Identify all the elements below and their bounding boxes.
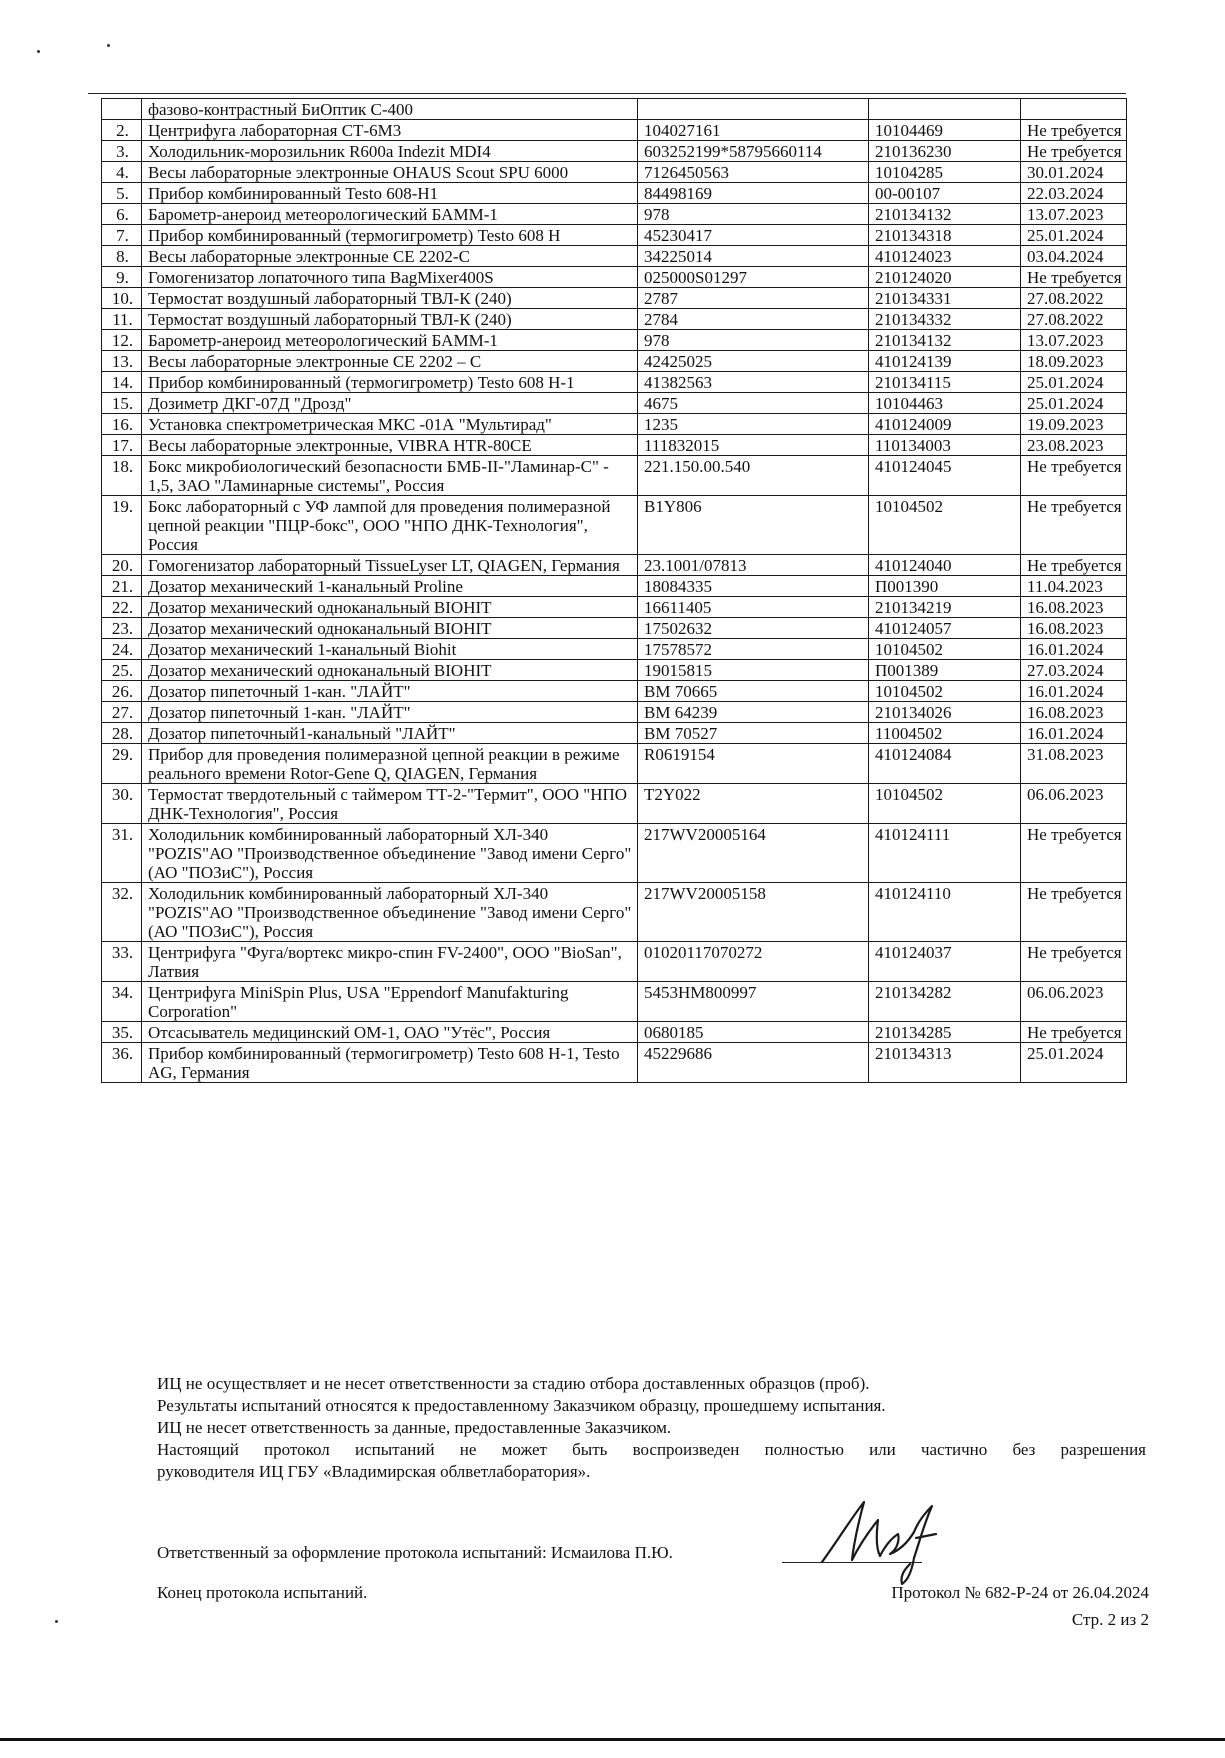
verification-date-cell: 23.08.2023 (1021, 435, 1127, 456)
verification-date-cell: 03.04.2024 (1021, 246, 1127, 267)
serial-number-cell: 025000S01297 (638, 267, 869, 288)
equipment-name-cell: Термостат твердотельный с таймером ТТ-2-"Термит", ООО "НПО ДНК-Технология", Россия (142, 784, 638, 824)
inventory-number-cell: 210134331 (869, 288, 1021, 309)
inventory-number-cell: 410124040 (869, 555, 1021, 576)
inventory-number-cell: 10104463 (869, 393, 1021, 414)
inventory-number-cell: 10104502 (869, 681, 1021, 702)
table-row (102, 824, 1127, 883)
row-number-cell: 17. (102, 435, 142, 456)
row-number-cell: 2. (102, 120, 142, 141)
verification-date-cell: 16.08.2023 (1021, 618, 1127, 639)
serial-number-cell: 2787 (638, 288, 869, 309)
scan-bottom-edge (0, 1738, 1225, 1741)
row-number-cell: 11. (102, 309, 142, 330)
equipment-name-cell: Прибор комбинированный (термогигрометр) Testo 608 Н-1, Testo AG, Германия (142, 1043, 638, 1083)
table-row (102, 393, 1127, 414)
table-row (102, 660, 1127, 681)
equipment-name-cell: Бокс лабораторный с УФ лампой для проведения полимеразной цепной реакции "ПЦР-бокс", ООО "НПО ДНК-Технология", Россия (142, 496, 638, 555)
serial-number-cell: ВМ 70665 (638, 681, 869, 702)
end-of-protocol: Конец протокола испытаний. (157, 1583, 368, 1602)
serial-number-cell: ВМ 70527 (638, 723, 869, 744)
equipment-name-cell: Дозатор механический одноканальный BIOHIT (142, 618, 638, 639)
table-row (102, 597, 1127, 618)
verification-date-cell: 18.09.2023 (1021, 351, 1127, 372)
serial-number-cell: R0619154 (638, 744, 869, 784)
row-number-cell: 27. (102, 702, 142, 723)
verification-date-cell: 16.01.2024 (1021, 723, 1127, 744)
inventory-number-cell: 410124111 (869, 824, 1021, 883)
equipment-name-cell: Бокс микробиологический безопасности БМБ-II-"Ламинар-С" - 1,5, ЗАО "Ламинарные системы", Россия (142, 456, 638, 496)
equipment-table (101, 98, 1127, 1083)
verification-date-cell: Не требуется (1021, 824, 1127, 883)
verification-date-cell: Не требуется (1021, 496, 1127, 555)
inventory-number-cell: 210134285 (869, 1022, 1021, 1043)
table-row (102, 982, 1127, 1022)
verification-date-cell: Не требуется (1021, 555, 1127, 576)
inventory-number-cell (869, 99, 1021, 120)
inventory-number-cell: 210134026 (869, 702, 1021, 723)
row-number-cell (102, 99, 142, 120)
serial-number-cell: 19015815 (638, 660, 869, 681)
table-row (102, 183, 1127, 204)
row-number-cell: 22. (102, 597, 142, 618)
table-row (102, 618, 1127, 639)
inventory-number-cell: 10104502 (869, 639, 1021, 660)
equipment-name-cell: Дозатор пипеточный 1-кан. "ЛАЙТ" (142, 681, 638, 702)
equipment-name-cell: Весы лабораторные электронные, VIBRA HTR-80CE (142, 435, 638, 456)
serial-number-cell: 4675 (638, 393, 869, 414)
table-row (102, 288, 1127, 309)
row-number-cell: 19. (102, 496, 142, 555)
inventory-number-cell: 210134282 (869, 982, 1021, 1022)
serial-number-cell: 217WV20005158 (638, 883, 869, 942)
inventory-number-cell: 10104469 (869, 120, 1021, 141)
serial-number-cell: 978 (638, 204, 869, 225)
serial-number-cell: 5453HM800997 (638, 982, 869, 1022)
table-row (102, 639, 1127, 660)
inventory-number-cell: 10104502 (869, 784, 1021, 824)
verification-date-cell: 06.06.2023 (1021, 982, 1127, 1022)
equipment-name-cell: Центрифуга MiniSpin Plus, USA "Eppendorf Manufakturing Corporation" (142, 982, 638, 1022)
serial-number-cell: 7126450563 (638, 162, 869, 183)
inventory-number-cell: 410124037 (869, 942, 1021, 982)
verification-date-cell: 16.01.2024 (1021, 639, 1127, 660)
equipment-name-cell: Холодильник комбинированный лабораторный ХЛ-340 "POZIS"АО "Производственное объединение "Завод имени Серго" (АО "ПОЗиС"), Россия (142, 883, 638, 942)
serial-number-cell: T2Y022 (638, 784, 869, 824)
note-line: руководителя ИЦ ГБУ «Владимирская облветлаборатория». (157, 1462, 591, 1481)
table-row (102, 784, 1127, 824)
equipment-name-cell: Дозиметр ДКГ-07Д "Дрозд" (142, 393, 638, 414)
equipment-name-cell: фазово-контрастный БиОптик С-400 (142, 99, 638, 120)
verification-date-cell: 06.06.2023 (1021, 784, 1127, 824)
table-row (102, 744, 1127, 784)
row-number-cell: 21. (102, 576, 142, 597)
table-row (102, 1043, 1127, 1083)
verification-date-cell: 25.01.2024 (1021, 1043, 1127, 1083)
responsible-person: Ответственный за оформление протокола испытаний: Исмаилова П.Ю. (157, 1543, 673, 1562)
table-row (102, 246, 1127, 267)
equipment-name-cell: Дозатор механический 1-канальный Biohit (142, 639, 638, 660)
verification-date-cell: 27.03.2024 (1021, 660, 1127, 681)
inventory-number-cell: 210134318 (869, 225, 1021, 246)
inventory-number-cell: 210134219 (869, 597, 1021, 618)
row-number-cell: 6. (102, 204, 142, 225)
row-number-cell: 3. (102, 141, 142, 162)
row-number-cell: 16. (102, 414, 142, 435)
inventory-number-cell: 210134132 (869, 330, 1021, 351)
protocol-reference: Протокол № 682-Р-24 от 26.04.2024 (891, 1583, 1149, 1602)
serial-number-cell: 0680185 (638, 1022, 869, 1043)
verification-date-cell: 25.01.2024 (1021, 372, 1127, 393)
row-number-cell: 4. (102, 162, 142, 183)
table-row (102, 204, 1127, 225)
inventory-number-cell: 410124110 (869, 883, 1021, 942)
table-row (102, 162, 1127, 183)
serial-number-cell: 17578572 (638, 639, 869, 660)
inventory-number-cell: 410124045 (869, 456, 1021, 496)
inventory-number-cell: 00-00107 (869, 183, 1021, 204)
serial-number-cell: 2784 (638, 309, 869, 330)
serial-number-cell: 42425025 (638, 351, 869, 372)
table-row (102, 883, 1127, 942)
row-number-cell: 13. (102, 351, 142, 372)
note-line: Настоящий протокол испытаний не может быть воспроизведен полностью или частично без разрешения (157, 1440, 1146, 1459)
page-number: Стр. 2 из 2 (1071, 1610, 1149, 1629)
serial-number-cell: 217WV20005164 (638, 824, 869, 883)
inventory-number-cell: 210134132 (869, 204, 1021, 225)
verification-date-cell: Не требуется (1021, 141, 1127, 162)
serial-number-cell: 104027161 (638, 120, 869, 141)
row-number-cell: 14. (102, 372, 142, 393)
table-row (102, 120, 1127, 141)
table-row (102, 435, 1127, 456)
serial-number-cell: 01020117070272 (638, 942, 869, 982)
row-number-cell: 25. (102, 660, 142, 681)
row-number-cell: 35. (102, 1022, 142, 1043)
row-number-cell: 24. (102, 639, 142, 660)
serial-number-cell: 603252199*58795660114 (638, 141, 869, 162)
serial-number-cell: 16611405 (638, 597, 869, 618)
equipment-table-body (102, 99, 1127, 1083)
inventory-number-cell: 410124057 (869, 618, 1021, 639)
note-line: Результаты испытаний относятся к предоставленному Заказчиком образцу, прошедшему испытания. (157, 1396, 886, 1415)
table-row (102, 496, 1127, 555)
equipment-name-cell: Дозатор пипеточный 1-кан. "ЛАЙТ" (142, 702, 638, 723)
inventory-number-cell: 210134313 (869, 1043, 1021, 1083)
inventory-number-cell: 210124020 (869, 267, 1021, 288)
row-number-cell: 28. (102, 723, 142, 744)
verification-date-cell: 19.09.2023 (1021, 414, 1127, 435)
inventory-number-cell: П001389 (869, 660, 1021, 681)
equipment-name-cell: Барометр-анероид метеорологический БАММ-1 (142, 330, 638, 351)
table-row (102, 99, 1127, 120)
table-row (102, 141, 1127, 162)
serial-number-cell: 23.1001/07813 (638, 555, 869, 576)
row-number-cell: 33. (102, 942, 142, 982)
equipment-name-cell: Холодильник комбинированный лабораторный ХЛ-340 "POZIS"АО "Производственное объединение "Завод имени Серго" (АО "ПОЗиС"), Россия (142, 824, 638, 883)
verification-date-cell: Не требуется (1021, 267, 1127, 288)
table-row (102, 225, 1127, 246)
equipment-name-cell: Барометр-анероид метеорологический БАММ-1 (142, 204, 638, 225)
verification-date-cell: 25.01.2024 (1021, 225, 1127, 246)
serial-number-cell: 41382563 (638, 372, 869, 393)
serial-number-cell: 1235 (638, 414, 869, 435)
verification-date-cell: 27.08.2022 (1021, 309, 1127, 330)
verification-date-cell: 31.08.2023 (1021, 744, 1127, 784)
table-row (102, 351, 1127, 372)
equipment-name-cell: Прибор для проведения полимеразной цепной реакции в режиме реального времени Rotor-Gene Q, QIAGEN, Германия (142, 744, 638, 784)
scan-speck (107, 44, 110, 47)
equipment-name-cell: Гомогенизатор лабораторный TissueLyser LT, QIAGEN, Германия (142, 555, 638, 576)
inventory-number-cell: 410124139 (869, 351, 1021, 372)
row-number-cell: 10. (102, 288, 142, 309)
inventory-number-cell: 410124084 (869, 744, 1021, 784)
equipment-name-cell: Прибор комбинированный (термогигрометр) Testo 608 Н-1 (142, 372, 638, 393)
equipment-name-cell: Центрифуга "Фуга/вортекс микро-спин FV-2400", ООО "BioSan", Латвия (142, 942, 638, 982)
serial-number-cell: 978 (638, 330, 869, 351)
verification-date-cell: Не требуется (1021, 942, 1127, 982)
serial-number-cell (638, 99, 869, 120)
row-number-cell: 23. (102, 618, 142, 639)
inventory-number-cell: 10104285 (869, 162, 1021, 183)
row-number-cell: 26. (102, 681, 142, 702)
table-row (102, 681, 1127, 702)
table-row (102, 555, 1127, 576)
inventory-number-cell: 10104502 (869, 496, 1021, 555)
row-number-cell: 12. (102, 330, 142, 351)
scan-speck (37, 50, 40, 53)
row-number-cell: 31. (102, 824, 142, 883)
equipment-name-cell: Весы лабораторные электронные СЕ 2202 – С (142, 351, 638, 372)
verification-date-cell: 22.03.2024 (1021, 183, 1127, 204)
table-row (102, 414, 1127, 435)
equipment-name-cell: Дозатор механический одноканальный BIOHIT (142, 597, 638, 618)
verification-date-cell: Не требуется (1021, 456, 1127, 496)
table-row (102, 372, 1127, 393)
note-line: ИЦ не осуществляет и не несет ответственности за стадию отбора доставленных образцов (проб). (157, 1374, 870, 1393)
row-number-cell: 5. (102, 183, 142, 204)
row-number-cell: 32. (102, 883, 142, 942)
row-number-cell: 15. (102, 393, 142, 414)
table-row (102, 576, 1127, 597)
serial-number-cell: ВМ 64239 (638, 702, 869, 723)
row-number-cell: 20. (102, 555, 142, 576)
row-number-cell: 7. (102, 225, 142, 246)
table-row (102, 942, 1127, 982)
notes-block (157, 1373, 1146, 1483)
inventory-number-cell: П001390 (869, 576, 1021, 597)
table-row (102, 702, 1127, 723)
serial-number-cell: 17502632 (638, 618, 869, 639)
equipment-name-cell: Прибор комбинированный (термогигрометр) Testo 608 Н (142, 225, 638, 246)
top-rule (88, 93, 1126, 94)
equipment-name-cell: Отсасыватель медицинский ОМ-1, ОАО "Утёс", Россия (142, 1022, 638, 1043)
handwritten-signature (820, 1480, 940, 1590)
serial-number-cell: 111832015 (638, 435, 869, 456)
serial-number-cell: 84498169 (638, 183, 869, 204)
equipment-name-cell: Центрифуга лабораторная СТ-6М3 (142, 120, 638, 141)
inventory-number-cell: 410124023 (869, 246, 1021, 267)
verification-date-cell: 30.01.2024 (1021, 162, 1127, 183)
verification-date-cell: 13.07.2023 (1021, 204, 1127, 225)
verification-date-cell (1021, 99, 1127, 120)
equipment-name-cell: Дозатор механический 1-канальный Proline (142, 576, 638, 597)
scan-speck (55, 1620, 58, 1623)
equipment-name-cell: Термостат воздушный лабораторный ТВЛ-К (240) (142, 288, 638, 309)
inventory-number-cell: 410124009 (869, 414, 1021, 435)
table-row (102, 1022, 1127, 1043)
serial-number-cell: 18084335 (638, 576, 869, 597)
row-number-cell: 34. (102, 982, 142, 1022)
table-row (102, 456, 1127, 496)
serial-number-cell: 45230417 (638, 225, 869, 246)
table-row (102, 723, 1127, 744)
verification-date-cell: 16.08.2023 (1021, 597, 1127, 618)
verification-date-cell: 16.01.2024 (1021, 681, 1127, 702)
table-row (102, 309, 1127, 330)
verification-date-cell: 27.08.2022 (1021, 288, 1127, 309)
equipment-name-cell: Дозатор механический одноканальный BIOHIT (142, 660, 638, 681)
row-number-cell: 9. (102, 267, 142, 288)
row-number-cell: 30. (102, 784, 142, 824)
equipment-name-cell: Прибор комбинированный Testo 608-Н1 (142, 183, 638, 204)
serial-number-cell: B1Y806 (638, 496, 869, 555)
serial-number-cell: 34225014 (638, 246, 869, 267)
note-line: ИЦ не несет ответственность за данные, предоставленные Заказчиком. (157, 1418, 672, 1437)
row-number-cell: 36. (102, 1043, 142, 1083)
equipment-name-cell: Весы лабораторные электронные OHAUS Scout SPU 6000 (142, 162, 638, 183)
inventory-number-cell: 210134332 (869, 309, 1021, 330)
inventory-number-cell: 11004502 (869, 723, 1021, 744)
verification-date-cell: Не требуется (1021, 1022, 1127, 1043)
row-number-cell: 18. (102, 456, 142, 496)
verification-date-cell: 13.07.2023 (1021, 330, 1127, 351)
serial-number-cell: 45229686 (638, 1043, 869, 1083)
row-number-cell: 8. (102, 246, 142, 267)
verification-date-cell: 11.04.2023 (1021, 576, 1127, 597)
verification-date-cell: Не требуется (1021, 120, 1127, 141)
verification-date-cell: 25.01.2024 (1021, 393, 1127, 414)
table-row (102, 330, 1127, 351)
table-row (102, 267, 1127, 288)
verification-date-cell: Не требуется (1021, 883, 1127, 942)
equipment-name-cell: Весы лабораторные электронные СЕ 2202-С (142, 246, 638, 267)
inventory-number-cell: 110134003 (869, 435, 1021, 456)
equipment-name-cell: Гомогенизатор лопаточного типа BagMixer400S (142, 267, 638, 288)
equipment-name-cell: Установка спектрометрическая МКС -01А "Мультирад" (142, 414, 638, 435)
serial-number-cell: 221.150.00.540 (638, 456, 869, 496)
equipment-name-cell: Холодильник-морозильник R600a Indezit MDI4 (142, 141, 638, 162)
inventory-number-cell: 210134115 (869, 372, 1021, 393)
verification-date-cell: 16.08.2023 (1021, 702, 1127, 723)
equipment-name-cell: Термостат воздушный лабораторный ТВЛ-К (240) (142, 309, 638, 330)
row-number-cell: 29. (102, 744, 142, 784)
inventory-number-cell: 210136230 (869, 141, 1021, 162)
equipment-name-cell: Дозатор пипеточный1-канальный "ЛАЙТ" (142, 723, 638, 744)
